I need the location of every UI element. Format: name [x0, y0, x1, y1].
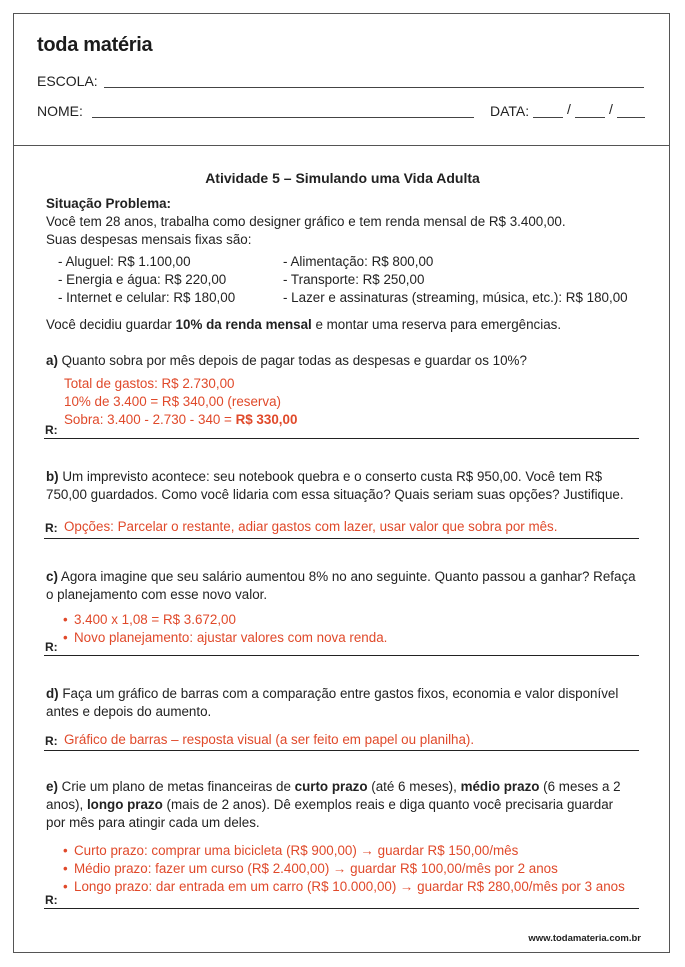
expense-item: - Lazer e assinaturas (streaming, música, etc.): R$ 180,00 — [283, 290, 628, 305]
question-c — [46, 568, 636, 604]
nome-field[interactable] — [92, 117, 474, 118]
answer-bullet: • Médio prazo: fazer um curso (R$ 2.400,00) → guardar R$ 100,00/mês por 2 anos — [74, 860, 558, 878]
question-text: (mais de 2 anos). Dê exemplos reais e diga quanto você precisaria guardar por mês para atingir cada um deles. — [46, 797, 614, 830]
answer-highlight: R$ 330,00 — [235, 412, 298, 427]
answer-bullet: • Curto prazo: comprar uma bicicleta (R$ 900,00) → guardar R$ 150,00/mês — [74, 842, 518, 860]
expense-item: - Aluguel: R$ 1.100,00 — [58, 254, 191, 269]
date-separator: / — [609, 101, 613, 117]
answer-line: Opções: Parcelar o restante, adiar gastos com lazer, usar valor que sobra por mês. — [64, 519, 558, 534]
escola-label: ESCOLA: — [37, 73, 98, 89]
question-letter: e) — [46, 779, 58, 794]
question-letter: a) — [46, 353, 58, 368]
data-label: DATA: — [490, 103, 530, 119]
answer-line: Gráfico de barras – resposta visual (a ser feito em papel ou planilha). — [64, 732, 475, 747]
question-emphasis: longo prazo — [86, 797, 163, 812]
brand-logo: toda matéria — [37, 34, 153, 56]
activity-title: Atividade 5 – Simulando uma Vida Adulta — [205, 170, 480, 186]
response-label: R: — [45, 521, 58, 535]
question-a — [46, 352, 527, 370]
expense-item: - Internet e celular: R$ 180,00 — [58, 290, 236, 305]
question-text: Quanto sobra por mês depois de pagar todas as despesas e guardar os 10%? — [57, 353, 527, 368]
question-b — [46, 468, 636, 504]
question-e — [46, 778, 636, 832]
response-label: R: — [45, 423, 58, 437]
response-line-d[interactable] — [44, 750, 639, 751]
date-separator: / — [567, 101, 571, 117]
question-d — [46, 685, 636, 721]
savings-text: Você decidiu guardar — [46, 317, 176, 332]
answer-line: Total de gastos: R$ 2.730,00 — [64, 376, 235, 391]
question-emphasis: médio prazo — [460, 779, 540, 794]
date-year-field[interactable] — [617, 117, 645, 118]
answer-line — [64, 411, 297, 429]
question-text: Agora imagine que seu salário aumentou 8% no ano seguinte. Quanto passou a ganhar? Refaça o planejamento com esse novo valor. — [46, 569, 636, 602]
date-day-field[interactable] — [533, 117, 563, 118]
savings-text: e montar uma reserva para emergências. — [311, 317, 562, 332]
escola-field[interactable] — [104, 87, 644, 88]
answer-bullet: • Novo planejamento: ajustar valores com nova renda. — [74, 629, 387, 647]
response-label: R: — [45, 640, 58, 654]
question-text: (6 meses a 2 anos), — [46, 779, 621, 812]
answer-bullet: • 3.400 x 1,08 = R$ 3.672,00 — [74, 611, 236, 629]
question-text: (até 6 meses), — [367, 779, 461, 794]
response-label: R: — [45, 893, 58, 907]
response-line-a[interactable] — [44, 438, 639, 439]
savings-emphasis: 10% da renda mensal — [175, 317, 312, 332]
question-letter: b) — [46, 469, 59, 484]
problem-heading: Situação Problema: — [46, 196, 172, 211]
footer-url: www.todamateria.com.br — [528, 933, 641, 944]
answer-text: Sobra: 3.400 - 2.730 - 340 = — [64, 412, 236, 427]
answer-line: 10% de 3.400 = R$ 340,00 (reserva) — [64, 394, 281, 409]
savings-statement — [46, 316, 561, 334]
response-line-c[interactable] — [44, 655, 639, 656]
question-letter: c) — [46, 569, 58, 584]
expense-item: - Alimentação: R$ 800,00 — [283, 254, 434, 269]
expense-item: - Transporte: R$ 250,00 — [283, 272, 425, 287]
question-letter: d) — [46, 686, 59, 701]
question-text: Faça um gráfico de barras com a comparação entre gastos fixos, economia e valor disponível antes e depois do aumento. — [46, 686, 619, 719]
response-line-e[interactable] — [44, 908, 639, 909]
date-month-field[interactable] — [575, 117, 605, 118]
problem-line: Você tem 28 anos, trabalha como designer gráfico e tem renda mensal de R$ 3.400,00. — [46, 214, 566, 229]
nome-label: NOME: — [37, 103, 83, 119]
response-label: R: — [45, 734, 58, 748]
answer-bullet: • Longo prazo: dar entrada em um carro (R$ 10.000,00) → guardar R$ 280,00/mês por 3 anos — [74, 878, 625, 896]
header-divider — [13, 145, 670, 146]
response-line-b[interactable] — [44, 538, 639, 539]
question-text: Um imprevisto acontece: seu notebook quebra e o conserto custa R$ 950,00. Você tem R$ 750,00 guardados. Como você lidaria com essa situação? Quais seriam suas opções? Justifique. — [46, 469, 624, 502]
question-emphasis: curto prazo — [294, 779, 368, 794]
expense-item: - Energia e água: R$ 220,00 — [58, 272, 227, 287]
question-text: Crie um plano de metas financeiras de — [57, 779, 295, 794]
problem-line: Suas despesas mensais fixas são: — [46, 232, 252, 247]
